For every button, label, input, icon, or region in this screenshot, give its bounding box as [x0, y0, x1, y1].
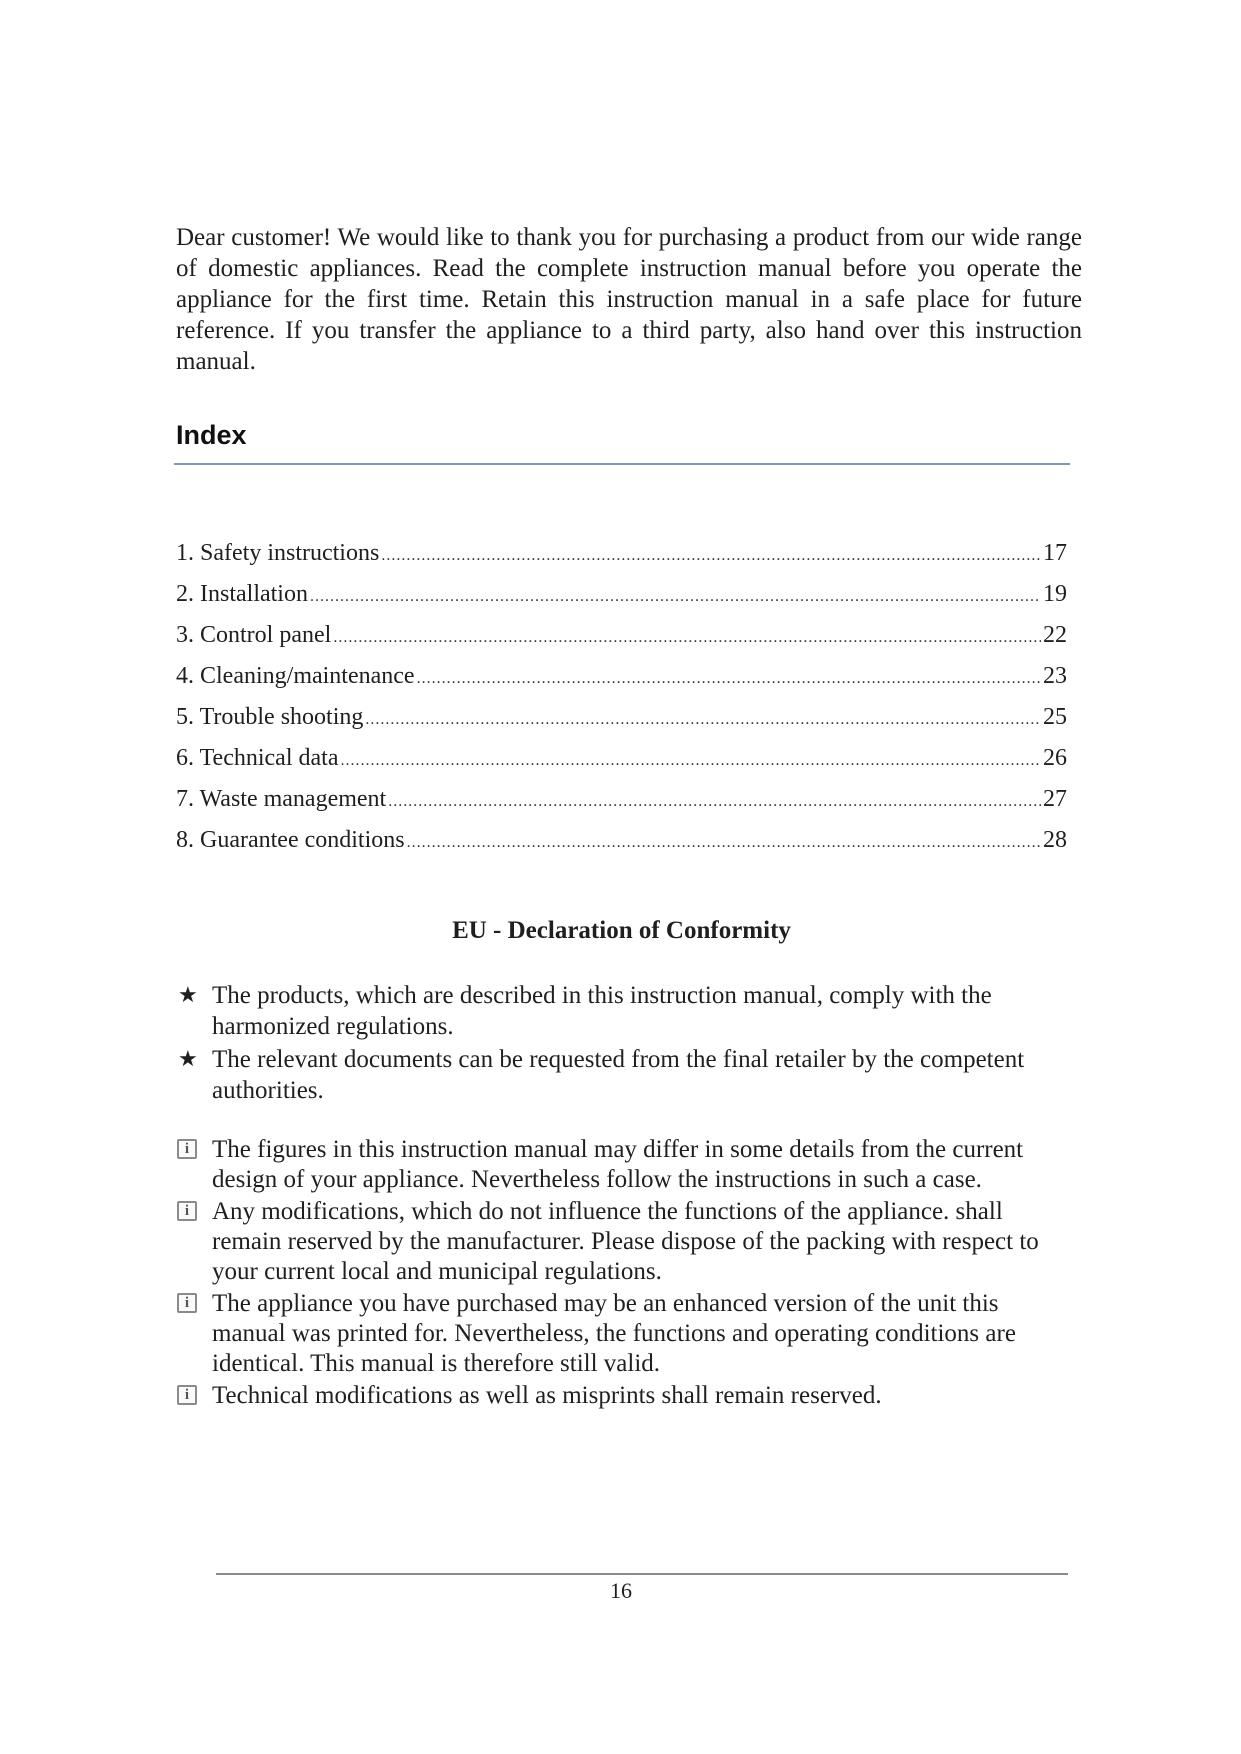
- declaration-bullet-list: [176, 980, 1076, 1108]
- info-icon: i: [177, 1293, 197, 1313]
- toc-leader-dots: [333, 617, 1041, 656]
- toc-leader-dots: [340, 740, 1041, 779]
- star-icon: ★: [178, 983, 198, 1008]
- footer-divider: [216, 1573, 1068, 1575]
- toc-entry-label: 7. Waste management: [176, 786, 387, 812]
- toc-entry-page: 25: [1043, 704, 1067, 730]
- table-of-contents: [176, 533, 1067, 861]
- info-note-text: Technical modifications as well as misprints shall remain reserved.: [212, 1382, 882, 1409]
- toc-entry-label: 1. Safety instructions: [176, 540, 380, 566]
- toc-entry-page: 28: [1043, 827, 1067, 853]
- toc-entry-control-panel: [176, 615, 1067, 656]
- info-icon: i: [177, 1139, 197, 1159]
- toc-entry-page: 23: [1043, 663, 1067, 689]
- info-note-text: The figures in this instruction manual may differ in some details from the current design of your appliance. Nevertheless follow the instructions in such a case.: [212, 1136, 1024, 1193]
- index-divider: [174, 463, 1070, 465]
- toc-leader-dots: [381, 535, 1041, 574]
- declaration-bullet: [176, 1044, 1076, 1106]
- toc-entry-label: 3. Control panel: [176, 622, 332, 648]
- info-note: [176, 1289, 1076, 1379]
- toc-entry-label: 5. Trouble shooting: [176, 704, 364, 730]
- toc-entry-label: 2. Installation: [176, 581, 308, 607]
- index-heading: Index: [176, 420, 247, 450]
- toc-entry-page: 17: [1043, 540, 1067, 566]
- toc-entry-trouble-shooting: [176, 697, 1067, 738]
- toc-leader-dots: [407, 822, 1041, 861]
- toc-leader-dots: [388, 781, 1041, 820]
- toc-entry-guarantee-conditions: [176, 820, 1067, 861]
- toc-entry-safety-instructions: [176, 533, 1067, 574]
- toc-leader-dots: [365, 699, 1041, 738]
- declaration-bullet-text: The products, which are described in this instruction manual, comply with the harmonized regulations.: [212, 982, 992, 1040]
- info-note: [176, 1381, 1076, 1411]
- toc-entry-cleaning-maintenance: [176, 656, 1067, 697]
- toc-entry-page: 26: [1043, 745, 1067, 771]
- star-icon: ★: [178, 1047, 198, 1072]
- toc-entry-page: 22: [1043, 622, 1067, 648]
- eu-declaration-heading: EU - Declaration of Conformity: [452, 917, 791, 944]
- toc-entry-label: 6. Technical data: [176, 745, 339, 771]
- info-note-text: The appliance you have purchased may be an enhanced version of the unit this manual was printed for. Nevertheless, the functions and operating conditions are identical. This manual is therefore still valid.: [212, 1290, 1016, 1377]
- declaration-bullet-text: The relevant documents can be requested from the final retailer by the competent authorities.: [212, 1046, 1025, 1104]
- toc-leader-dots: [417, 658, 1041, 697]
- toc-entry-waste-management: [176, 779, 1067, 820]
- toc-entry-technical-data: [176, 738, 1067, 779]
- toc-leader-dots: [310, 576, 1041, 615]
- info-note: [176, 1135, 1076, 1195]
- info-note-text: Any modifications, which do not influence the functions of the appliance. shall remain reserved by the manufacturer. Please dispose of the packing with respect to your current local and municipal regulations.: [212, 1198, 1039, 1285]
- page-number: 16: [610, 1578, 632, 1603]
- toc-entry-label: 4. Cleaning/maintenance: [176, 663, 415, 689]
- info-note: [176, 1197, 1076, 1287]
- toc-entry-label: 8. Guarantee conditions: [176, 827, 405, 853]
- info-notes-list: [176, 1135, 1076, 1413]
- declaration-bullet: [176, 980, 1076, 1042]
- info-icon: i: [177, 1201, 197, 1221]
- intro-paragraph: Dear customer! We would like to thank you for purchasing a product from our wide range of domestic appliances. Read the complete instruction manual before you operate the appliance for the first time. Retain this instruction manual in a safe place for future reference. If you transfer the appliance to a third party, also hand over this instruction manual.: [176, 224, 1082, 375]
- toc-entry-page: 27: [1043, 786, 1067, 812]
- toc-entry-page: 19: [1043, 581, 1067, 607]
- toc-entry-installation: [176, 574, 1067, 615]
- info-icon: i: [177, 1385, 197, 1405]
